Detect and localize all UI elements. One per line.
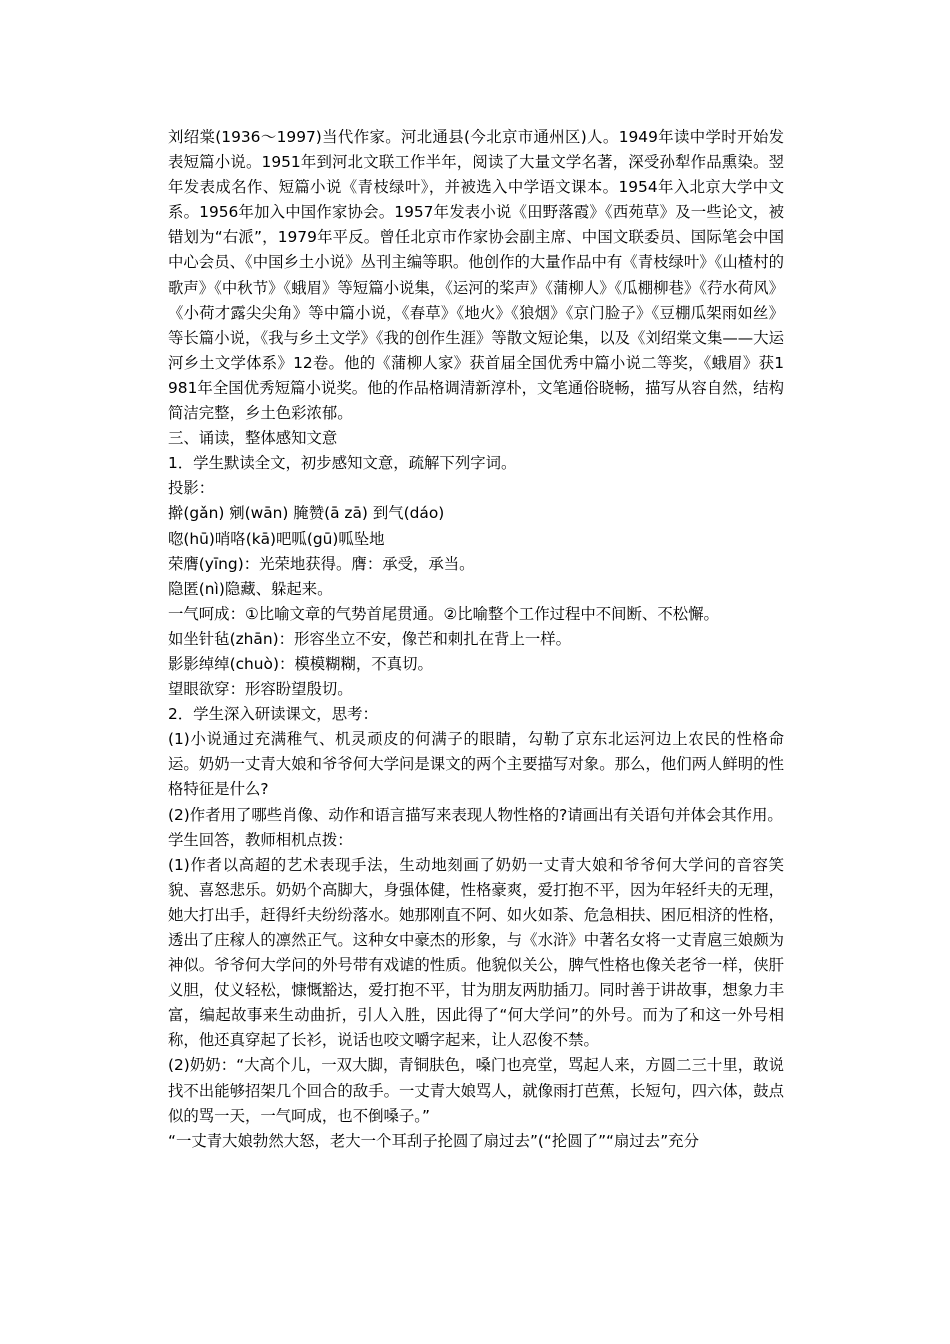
projection-label: 投影： [168,479,215,498]
question-2: (2)作者用了哪些肖像、动作和语言描写来表现人物性格的?请画出有关语句并体会其作用。 [168,805,783,824]
vocab-definition: 影影绰绰(chuò)：模模糊糊，不真切。 [168,654,433,673]
task-2-heading: 2．学生深入研读课文，思考： [168,705,378,724]
task-1-heading: 1．学生默读全文，初步感知文意，疏解下列字词。 [168,454,517,473]
vocab-definition: 隐匿(nì)隐藏、躲起来。 [168,579,333,598]
vocab-definition: 望眼欲穿：形容盼望殷切。 [168,680,353,699]
section-heading: 三、诵读，整体感知文意 [168,429,338,448]
answer-1: (1)作者以高超的艺术表现手法，生动地刻画了奶奶一丈青大娘和爷爷何大学问的音容笑貌、喜怒悲乐。奶奶个高脚大，身强体健，性格豪爽，爱打抱不平，因为年轻纤夫的无理，她大打出手，赶得纤夫纷纷落水。她那刚直不阿、如火如荼、危急相扶、困厄相济的性格，透出了庄稼人的凛然正气。这种女中豪杰的形象，与《水浒》中著名女将一丈青扈三娘颇为神似。爷爷何大学问的外号带有戏谑的性质。他貌似关公，脾气性格也像关老爷一样，侠肝义胆，仗义轻松，慷慨豁达，爱打抱不平，甘为朋友两肋插刀。同时善于讲故事，想象力丰富，编起故事来生动曲折，引人入胜，因此得了“何大学问”的外号。而为了和这一外号相称，他还真穿起了长衫，说话也咬文嚼字起来，让人忍俊不禁。 [168,855,784,1050]
quote-paragraph: “一丈青大娘勃然大怒，老大一个耳刮子抡圆了扇过去”(“抡圆了”“扇过去”充分 [168,1131,699,1150]
vocab-definition: 一气呵成：①比喻文章的气势首尾贯通。②比喻整个工作过程中不间断、不松懈。 [168,604,719,623]
vocab-line: 擀(gǎn) 剜(wān) 腌赞(ā zā) 到气(dáo) [168,504,445,523]
vocab-definition: 如坐针毡(zhān)：形容坐立不安，像芒和刺扎在背上一样。 [168,629,572,648]
document-body [168,125,784,1154]
vocab-line: 唿(hū)哨咯(kā)吧呱(gū)呱坠地 [168,529,385,548]
answer-intro: 学生回答，教师相机点拨： [168,830,353,849]
author-bio-paragraph: 刘绍棠(1936～1997)当代作家。河北通县(今北京市通州区)人。1949年读中学时开始发表短篇小说。1951年到河北文联工作半年，阅读了大量文学名著，深受孙犁作品熏染。翌年发表成名作、短篇小说《青枝绿叶》，并被选入中学语文课本。1954年入北京大学中文系。1956年加入中国作家协会。1957年发表小说《田野落霞》《西苑草》及一些论文，被错划为“右派”，1979年平反。曾任北京市作家协会副主席、中国文联委员、国际笔会中国中心会员、《中国乡土小说》丛刊主编等职。他创作的大量作品中有《青枝绿叶》《山楂村的歌声》《中秋节》《蛾眉》等短篇小说集，《运河的桨声》《蒲柳人》《瓜棚柳巷》《荇水荷风》《小荷才露尖尖角》等中篇小说，《春草》《地火》《狼烟》《京门脸子》《豆棚瓜架雨如丝》等长篇小说，《我与乡土文学》《我的创作生涯》等散文短论集，以及《刘绍棠文集——大运河乡土文学体系》12卷。他的《蒲柳人家》获首届全国优秀中篇小说二等奖，《蛾眉》获1981年全国优秀短篇小说奖。他的作品格调清新淳朴，文笔通俗晓畅，描写从容自然，结构简洁完整，乡土色彩浓郁。 [168,128,784,423]
question-1: (1)小说通过充满稚气、机灵顽皮的何满子的眼睛，勾勒了京东北运河边上农民的性格命运。奶奶一丈青大娘和爷爷何大学问是课文的两个主要描写对象。那么，他们两人鲜明的性格特征是什么? [168,730,784,799]
vocab-definition: 荣膺(yīng)：光荣地获得。膺：承受，承当。 [168,554,475,573]
answer-2: (2)奶奶：“大高个儿，一双大脚，青铜肤色，嗓门也亮堂，骂起人来，方圆二三十里，敢说找不出能够招架几个回合的敌手。一丈青大娘骂人，就像雨打芭蕉，长短句，四六体，鼓点似的骂一天，一气呵成，也不倒嗓子。” [168,1056,784,1125]
